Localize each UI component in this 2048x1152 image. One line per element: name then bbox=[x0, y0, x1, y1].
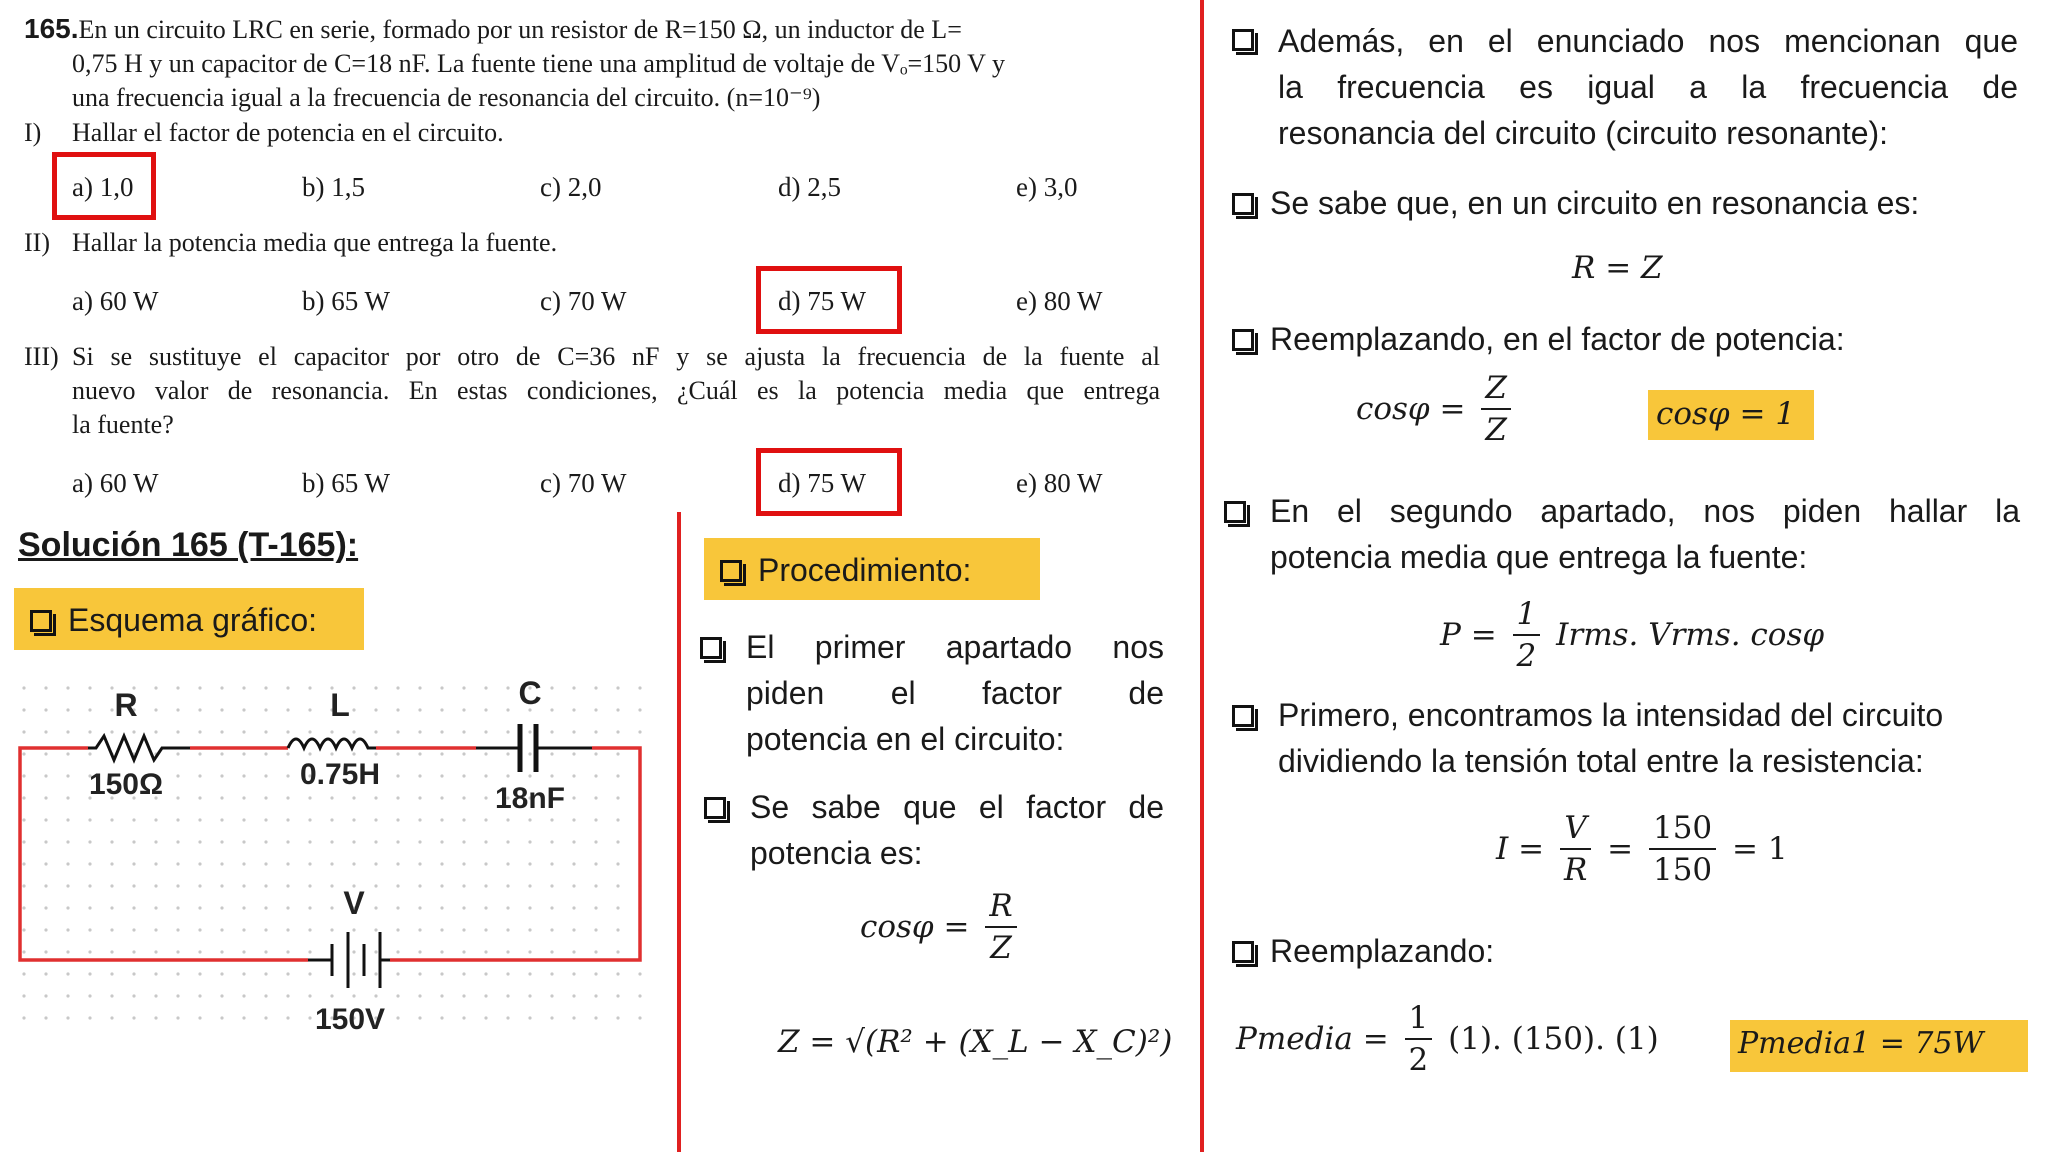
inductor-label: L bbox=[330, 687, 350, 723]
q1-option-c: c) 2,0 bbox=[540, 172, 602, 202]
checkbox-icon bbox=[700, 637, 722, 659]
eq-pm-rhs: (1). (150). (1) bbox=[1448, 1021, 1659, 1057]
right-bullet-5-line-1: Primero, encontramos la intensidad del circuito bbox=[1278, 697, 1944, 733]
divider-right bbox=[1200, 0, 1204, 1152]
schema-label bbox=[30, 597, 317, 643]
eq-i-frac2-numerator: 150 bbox=[1649, 810, 1716, 850]
eq-p-denominator: 2 bbox=[1516, 638, 1537, 674]
circuit-diagram bbox=[0, 664, 660, 1044]
middle-bullet-2-line-1: Se sabe que el factor de bbox=[750, 789, 1164, 825]
eq-p-numerator: 1 bbox=[1513, 596, 1541, 636]
q2-option-b: b) 65 W bbox=[302, 286, 390, 316]
right-bullet-1-line-2: la frecuencia es igual a la frecuencia de bbox=[1278, 69, 2018, 105]
capacitor-value: 18nF bbox=[494, 782, 566, 815]
checkbox-icon bbox=[720, 560, 742, 582]
q2-option-c: c) 70 W bbox=[540, 286, 627, 316]
problem-number: 165. bbox=[24, 13, 79, 44]
inductor-value: 0.75H bbox=[299, 758, 381, 791]
result-cos-phi: cosφ = 1 bbox=[1656, 396, 1796, 432]
source-label: V bbox=[343, 885, 365, 921]
source-value: 150V bbox=[314, 1003, 386, 1036]
middle-bullet-2-checkbox bbox=[704, 784, 742, 830]
equation-impedance: Z = √(R² + (X_L − X_C)²) bbox=[778, 1024, 1173, 1060]
question-1-number: I) bbox=[24, 118, 42, 147]
q2-option-e: e) 80 W bbox=[1016, 286, 1103, 316]
solution-title: Solución 165 (T-165): bbox=[18, 526, 359, 564]
equation-cos-r-z bbox=[860, 888, 1023, 966]
question-1 bbox=[24, 116, 41, 150]
right-bullet-5-line-2: dividiendo la tensión total entre la resistencia: bbox=[1278, 743, 1924, 779]
resistor-label: R bbox=[114, 687, 138, 723]
right-bullet-4-checkbox bbox=[1224, 488, 1262, 534]
statement-line-1: En un circuito LRC en serie, formado por un resistor de R=150 Ω, un inductor de L= bbox=[78, 15, 962, 44]
checkbox-icon bbox=[1232, 941, 1254, 963]
answer-box-q1 bbox=[52, 152, 156, 220]
checkbox-icon bbox=[1232, 705, 1254, 727]
answer-box-q2 bbox=[756, 266, 902, 334]
q3-option-d: d) 75 W bbox=[778, 468, 866, 498]
equation-r-equals-z: R = Z bbox=[1572, 250, 1663, 286]
eq-p-rhs: Irms. Vrms. cosφ bbox=[1556, 617, 1825, 653]
eq-i-rhs: = 1 bbox=[1732, 831, 1788, 867]
statement-line-2: 0,75 H y un capacitor de C=18 nF. La fuente tiene una amplitud de voltaje de Vₒ=150 V y bbox=[72, 49, 1005, 78]
right-bullet-1-line-1: Además, en el enunciado nos mencionan que bbox=[1278, 23, 2018, 59]
right-bullet-6 bbox=[1232, 928, 1494, 974]
eq-i-lhs: I = bbox=[1496, 831, 1545, 867]
eq-p-lhs: P = bbox=[1440, 617, 1497, 653]
eq-pm-lhs: Pmedia = bbox=[1236, 1021, 1389, 1057]
equation-current bbox=[1496, 810, 1788, 888]
checkbox-icon bbox=[704, 797, 726, 819]
eq-i-equals: = bbox=[1607, 831, 1634, 867]
checkbox-icon bbox=[1224, 501, 1246, 523]
eq-cos-lhs: cosφ = bbox=[860, 909, 970, 945]
capacitor-label: C bbox=[518, 675, 542, 711]
right-bullet-5-checkbox bbox=[1232, 692, 1270, 738]
right-bullet-3-text: Reemplazando, en el factor de potencia: bbox=[1270, 321, 1845, 357]
checkbox-icon bbox=[30, 610, 52, 632]
eq2-numerator: Z bbox=[1481, 370, 1511, 410]
right-bullet-2-text: Se sabe que, en un circuito en resonancia es: bbox=[1270, 185, 1920, 221]
question-3-line-3: la fuente? bbox=[72, 410, 174, 439]
procedure-label bbox=[720, 547, 971, 593]
resistor-value: 150Ω bbox=[88, 768, 164, 801]
eq-i-frac1-numerator: V bbox=[1560, 810, 1591, 850]
question-3-number: III) bbox=[24, 342, 59, 371]
question-2-text: Hallar la potencia media que entrega la fuente. bbox=[72, 228, 558, 257]
eq-pm-denominator: 2 bbox=[1408, 1042, 1429, 1078]
answer-box-q3 bbox=[756, 448, 902, 516]
checkbox-icon bbox=[1232, 29, 1254, 51]
right-bullet-3 bbox=[1232, 316, 1845, 362]
result-mean-power: Pmedia1 = 75W bbox=[1738, 1026, 1984, 1061]
equation-cos-z-z bbox=[1356, 370, 1517, 448]
eq2-denominator: Z bbox=[1485, 412, 1507, 448]
question-3-line-1: Si se sustituye el capacitor por otro de C=36 nF y se ajusta la frecuencia de la fuente al bbox=[72, 342, 1160, 371]
middle-bullet-1-checkbox bbox=[700, 624, 738, 670]
grid-background bbox=[14, 678, 650, 1038]
question-3-line-2: nuevo valor de resonancia. En estas condiciones, ¿Cuál es la potencia media que entrega bbox=[72, 376, 1160, 405]
q2-option-a: a) 60 W bbox=[72, 286, 159, 316]
right-bullet-4-line-2: potencia media que entrega la fuente: bbox=[1270, 539, 1808, 575]
eq-i-frac2-denominator: 150 bbox=[1652, 852, 1713, 888]
q3-option-c: c) 70 W bbox=[540, 468, 627, 498]
eq-cos-numerator: R bbox=[985, 888, 1016, 928]
eq2-lhs: cosφ = bbox=[1356, 391, 1466, 427]
right-bullet-1-checkbox bbox=[1232, 16, 1270, 62]
q3-option-e: e) 80 W bbox=[1016, 468, 1103, 498]
right-bullet-1-line-3: resonancia del circuito (circuito resonante): bbox=[1278, 115, 1889, 151]
eq-cos-denominator: Z bbox=[990, 930, 1012, 966]
q1-option-b: b) 1,5 bbox=[302, 172, 365, 202]
right-bullet-2 bbox=[1232, 180, 1919, 226]
q3-option-a: a) 60 W bbox=[72, 468, 159, 498]
question-1-text: Hallar el factor de potencia en el circuito. bbox=[72, 118, 504, 147]
schema-label-text: Esquema gráfico: bbox=[68, 602, 318, 638]
procedure-label-text: Procedimiento: bbox=[758, 552, 972, 588]
q3-option-b: b) 65 W bbox=[302, 468, 390, 498]
q2-option-d: d) 75 W bbox=[778, 286, 866, 316]
eq-pm-numerator: 1 bbox=[1405, 1000, 1433, 1040]
question-2-number: II) bbox=[24, 228, 50, 257]
q1-option-d: d) 2,5 bbox=[778, 172, 841, 202]
checkbox-icon bbox=[1232, 329, 1254, 351]
q1-option-e: e) 3,0 bbox=[1016, 172, 1078, 202]
middle-bullet-1-line-2: piden el factor de bbox=[746, 675, 1164, 711]
checkbox-icon bbox=[1232, 193, 1254, 215]
divider-middle bbox=[677, 512, 681, 1152]
eq-i-frac1-denominator: R bbox=[1563, 852, 1588, 888]
middle-bullet-1-line-1: El primer apartado nos bbox=[746, 629, 1164, 665]
right-bullet-4-line-1: En el segundo apartado, nos piden hallar la bbox=[1270, 493, 2020, 529]
right-bullet-6-text: Reemplazando: bbox=[1270, 933, 1495, 969]
middle-bullet-2-line-2: potencia es: bbox=[750, 835, 923, 871]
q1-option-a: a) 1,0 bbox=[72, 172, 134, 202]
equation-mean-power bbox=[1236, 1000, 1659, 1078]
middle-bullet-1-line-3: potencia en el circuito: bbox=[746, 721, 1065, 757]
equation-power bbox=[1440, 596, 1824, 674]
problem-statement bbox=[24, 12, 1164, 115]
statement-line-3: una frecuencia igual a la frecuencia de resonancia del circuito. (n=10⁻⁹) bbox=[72, 83, 821, 112]
